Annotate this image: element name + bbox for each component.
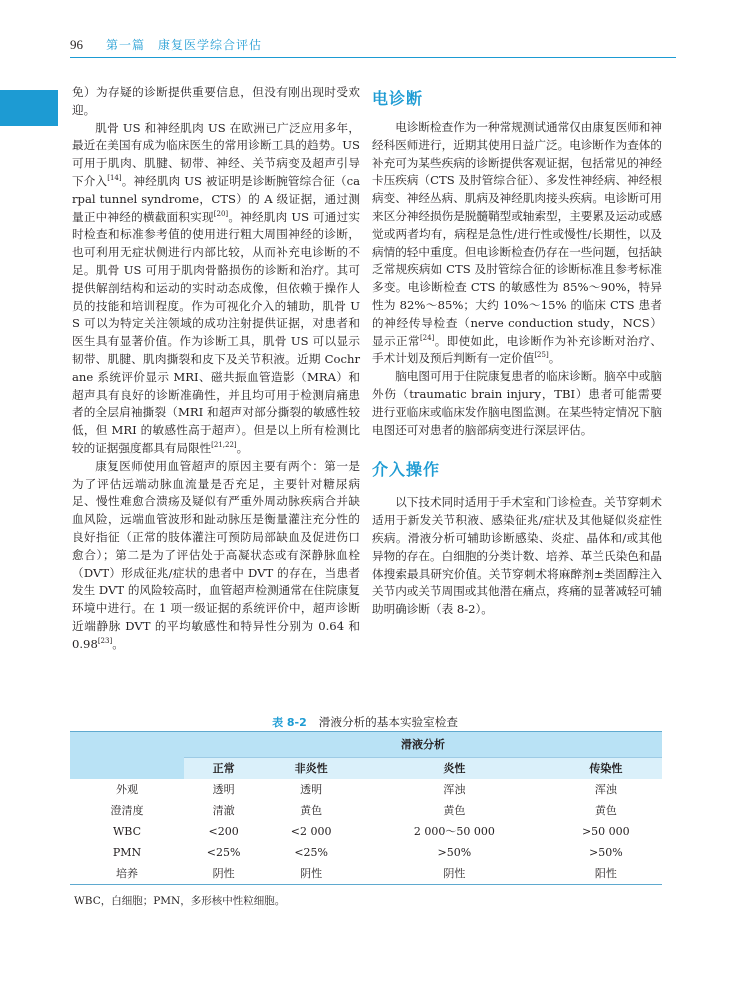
paragraph-ultrasound: 肌骨 US 和神经肌肉 US 在欧洲已广泛应用多年，最近在美国有成为临床医生的常用诊断工具的趋势。US 可用于肌肉、肌腱、韧带、神经、关节病变及超声引导下介入[14]。神经肌肉 US 被证明是诊断腕管综合征（carpal tunnel syndrome，CTS）的 A 级证据，通过测量正中神经的横截面积实现[20]。神经肌肉 US 可通过实时检查和标准参考值的使用进行粗大周围神经的诊断，也可利用无症状侧进行内部比较，从而补充电诊断的不足。肌骨 US 可用于肌肉骨骼损伤的诊断和治疗。其可提供解剖结构和运动的实时动态成像，但依赖于操作人员的技能和培训程度。作为可视化介入的辅助，肌骨 US 可以为特定关注领域的成功注射提供证据，对患者和医生具有显著价值。作为诊断工具，肌骨 US 可以显示韧带、肌腱、肌肉撕裂和皮下及关节积液。近期 Cochrane 系统评价显示 MRI、磁共振血管造影（MRA）和超声具有良好的诊断准确性，并且均可用于检测肩痛患者的全层肩袖撕裂（MRI 和超声对部分撕裂的敏感性较低，但 MRI 的敏感性高于超声）。但是以上所有检测比较的证据强度都具有局限性[21,22]。 (72, 120, 360, 455)
row-label: 澄清度 (110, 804, 144, 817)
table-group-header-row (70, 732, 662, 757)
table-footnote: WBC，白细胞；PMN，多形核中性粒细胞。 (74, 895, 286, 907)
paragraph-interventions: 以下技术同时适用于手术室和门诊检查。关节穿刺术适用于新发关节积液、感染征兆/症状及其他疑似炎症性疾病。滑液分析可辅助诊断感染、炎症、晶体和/或其他异物的存在。白细胞的分类计数、培养、革兰氏染色和晶体搜索最具研究价值。关节穿刺术将麻醉剂±类固醇注入关节内或关节周围或其他潜在痛点，疼痛的显著减轻可辅助明确诊断（表 8-2）。 (372, 495, 662, 617)
table-cell: 浑浊 (594, 783, 617, 796)
citation: [14] (107, 174, 122, 183)
synovial-fluid-table (70, 731, 662, 885)
table-title: 滑液分析的基本实验室检查 (318, 715, 458, 729)
table-cell: 阴性 (263, 863, 359, 885)
table-cell: 阴性 (184, 863, 263, 885)
citation: [24] (419, 333, 435, 342)
table-label: 表 8-2 (272, 716, 307, 729)
table-cell: 清澈 (212, 804, 235, 817)
table-row (70, 821, 662, 842)
table-cell: 阳性 (550, 863, 662, 885)
row-label: 外观 (116, 783, 138, 796)
table-cell: >50% (437, 845, 472, 859)
column-header: 正常 (212, 762, 235, 775)
running-title: 第一篇 康复医学综合评估 (106, 38, 263, 52)
table-cell: 黄色 (594, 804, 617, 817)
table-cell: <200 (208, 824, 239, 838)
table-row (70, 842, 662, 863)
table-cell: 2 000～50 000 (413, 825, 495, 838)
table-cell: 透明 (300, 783, 323, 796)
table-cell: 阴性 (359, 863, 550, 885)
table-cell: <2 000 (290, 824, 332, 838)
row-label: 培养 (70, 863, 184, 885)
table-caption (0, 714, 730, 730)
row-label: WBC (112, 824, 141, 838)
table-cell: 透明 (212, 783, 235, 796)
page-number: 96 (70, 37, 83, 52)
citation: [21,22] (211, 441, 237, 450)
group-header: 滑液分析 (184, 732, 662, 757)
header-rule (70, 57, 676, 58)
table-cell: >50 000 (581, 824, 630, 838)
citation: [20] (213, 209, 229, 218)
table-cell: 浑浊 (443, 783, 466, 796)
table-row (70, 779, 662, 800)
column-header: 传染性 (589, 762, 623, 775)
page-header (70, 33, 670, 59)
table-cell: >50% (588, 845, 623, 859)
left-column (72, 84, 360, 654)
paragraph-eeg: 脑电图可用于住院康复患者的临床诊断。脑卒中或脑外伤（traumatic brain injury，TBI）患者可能需要进行亚临床或临床发作脑电图监测。在某些特定情况下脑电图还可对患者的脑部病变进行深层评估。 (372, 369, 662, 437)
section-heading-electrodiagnosis: 电诊断 (372, 89, 424, 108)
column-header: 炎性 (443, 762, 466, 775)
table-row (70, 863, 662, 885)
paragraph-electrodiagnosis: 电诊断检查作为一种常规测试通常仅由康复医师和神经科医师进行，近期其使用日益广泛。电诊断作为查体的补充可为某些疾病的诊断提供客观证据，包括常见的神经卡压疾病（CTS 及肘管综合征）、多发性神经病、神经根病变、神经丛病、肌病及神经肌肉接头疾病。电诊断可用来区分神经损伤是脱髓鞘型或轴索型，主要累及运动或感觉或两者均有，病程是急性/进行性或慢性/长期性，以及病情的轻中重度。但电诊断检查仍存在一些问题，包括缺乏常规疾病如 CTS 及肘管综合征的诊断标准且参考标准多变。电诊断检查 CTS 的敏感性为 85%～90%，特异性为 82%～85%；大约 10%～15% 的临床 CTS 患者的神经传导检查（nerve conduction study，NCS）显示正常[24]。即使如此，电诊断作为补充诊断对治疗、手术计划及预后判断有一定价值[25]。 (372, 120, 662, 366)
table-cell: <25% (294, 845, 328, 859)
citation: [23] (97, 636, 113, 645)
table-cell: 黄色 (300, 804, 323, 817)
table-cell: 黄色 (443, 804, 466, 817)
row-label: PMN (112, 845, 142, 859)
column-header: 非炎性 (294, 762, 328, 775)
table-cell: <25% (206, 845, 241, 859)
paragraph-vascular-ultrasound: 康复医师使用血管超声的原因主要有两个：第一是为了评估远端动脉血流量是否充足，主要针对糖尿病足、慢性难愈合溃疡及疑似有严重外周动脉疾病合并缺血风险，远端血管波形和趾动脉压是衡量灌注充分性的良好指征（正常的肢体灌注可预防局部缺血及促进伤口愈合）；第二是为了评估处于高凝状态或有深静脉血栓（DVT）形成征兆/症状的患者中 DVT 的存在，当患者发生 DVT 的风险较高时，血管超声检测通常在住院康复环境中进行。在 1 项一级证据的系统评价中，超声诊断近端静脉 DVT 的平均敏感性和特异性分别为 0.64 和 0.98[23]。 (72, 458, 360, 651)
table-row (70, 800, 662, 821)
paragraph-continued: 免）为存疑的诊断提供重要信息，但没有刚出现时受欢迎。 (72, 85, 360, 117)
citation: [25] (534, 351, 549, 360)
chapter-tab (0, 90, 58, 126)
section-heading-interventions: 介入操作 (372, 460, 441, 480)
right-column (372, 84, 662, 619)
